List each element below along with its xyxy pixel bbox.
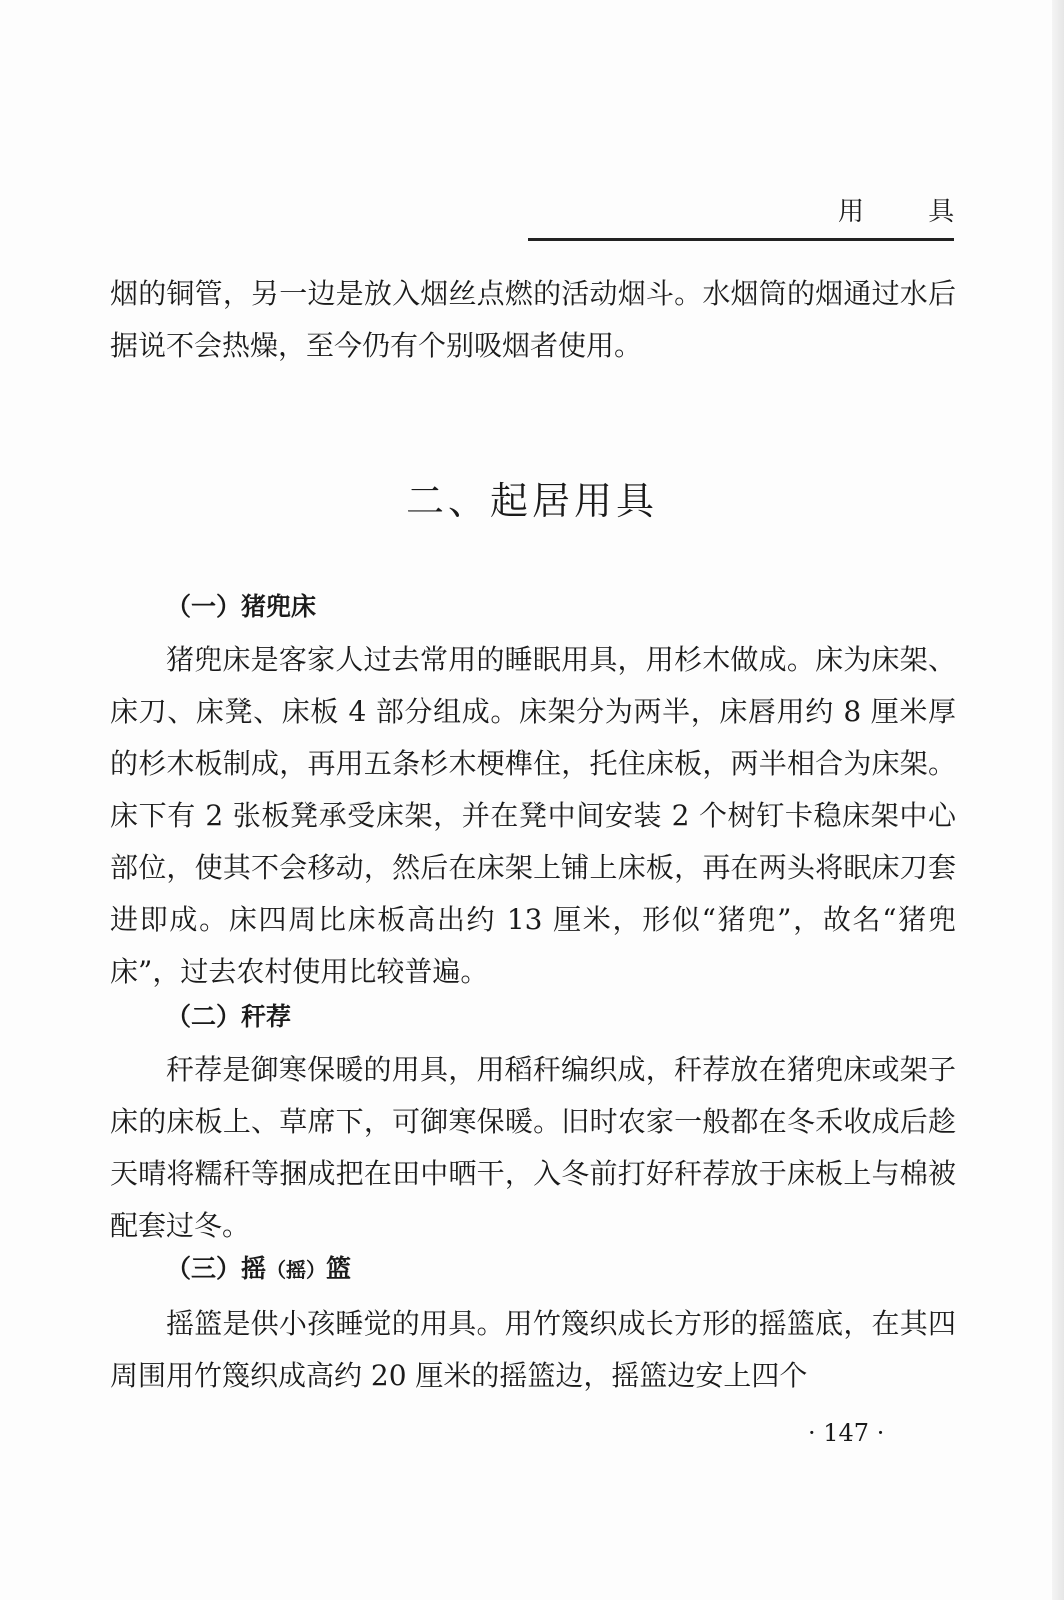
subsection-paragraph-2: 秆荐是御寒保暖的用具，用稻秆编织成，秆荐放在猪兜床或架子床的床板上、草席下，可御寒保暖。旧时农家一般都在冬禾收成后趁天晴将糯秆等捆成把在田中晒干，入冬前打好秆荐放于床板上与棉被配套过冬。: [110, 1053, 956, 1242]
page-number: · 147 ·: [808, 1419, 885, 1447]
header-rule: [528, 238, 954, 241]
subsection-body-1: [110, 634, 956, 998]
subsection-body-2: [110, 1044, 956, 1252]
section-title: 二、起居用具: [405, 479, 658, 523]
subsection-heading-3: [166, 1252, 351, 1287]
subsection-body-3: [110, 1298, 956, 1402]
subsection-heading-3-prefix: （三）摇: [166, 1254, 267, 1283]
subsection-heading-3-suffix: 篮: [326, 1254, 352, 1283]
running-head: 用 具: [838, 197, 983, 227]
subsection-heading-3-paren: （摇）: [266, 1258, 327, 1282]
subsection-paragraph-3: 摇篮是供小孩睡觉的用具。用竹篾织成长方形的摇篮底，在其四周围用竹篾织成高约 20 厘米的摇篮边，摇篮边安上四个: [110, 1307, 956, 1392]
subsection-paragraph-1: 猪兜床是客家人过去常用的睡眠用具，用杉木做成。床为床架、床刀、床凳、床板 4 部分组成。床架分为两半，床唇用约 8 厘米厚的杉木板制成，再用五条杉木梗榫住，托住床板，两半相合为床架。床下有 2 张板凳承受床架，并在凳中间安装 2 个树钉卡稳床架中心部位，使其不会移动，然后在床架上铺上床板，再在两头将眠床刀套进即成。床四周比床板高出约 13 厘米，形似“猪兜”，故名“猪兜床”，过去农村使用比较普遍。: [110, 643, 956, 988]
continuation-paragraph: 烟的铜管，另一边是放入烟丝点燃的活动烟斗。水烟筒的烟通过水后据说不会热燥，至今仍有个别吸烟者使用。: [110, 277, 956, 362]
subsection-heading-2: （二）秆荐: [166, 1002, 292, 1031]
continuation-paragraph-block: [110, 268, 956, 372]
page-edge: [1052, 0, 1064, 1600]
subsection-heading-1: （一）猪兜床: [166, 592, 317, 621]
